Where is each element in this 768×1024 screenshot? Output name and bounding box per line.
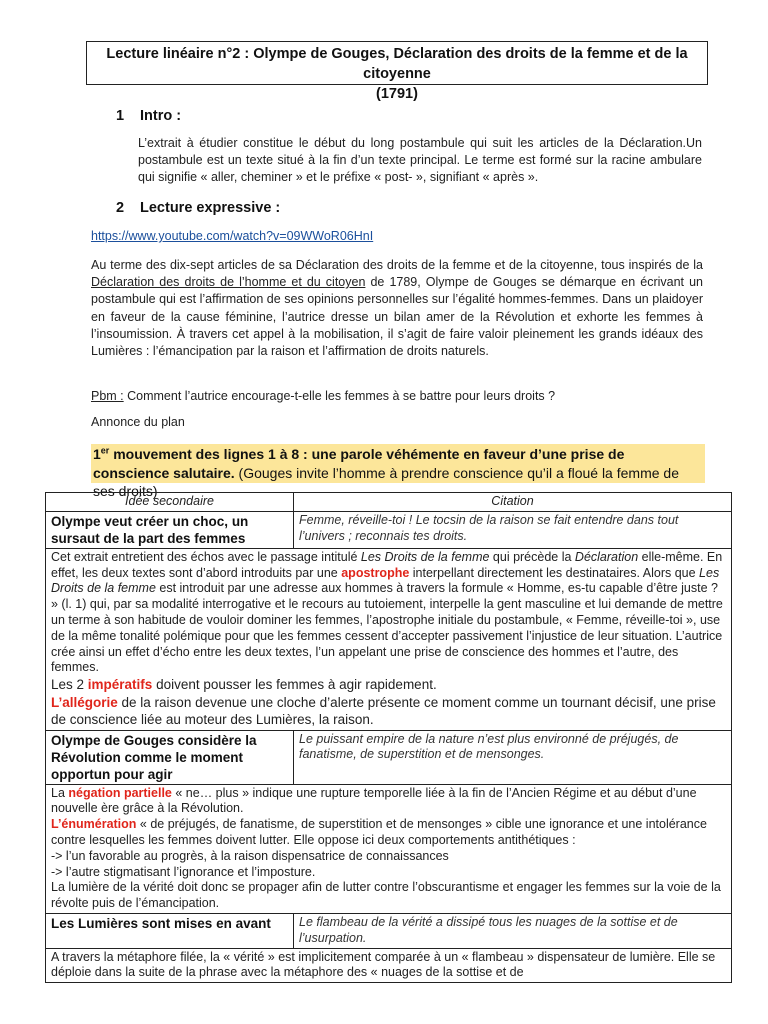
- context-part-1: Au terme des dix-sept articles de sa Déclaration des droits de la femme et de la citoyenne, tous inspirés de la: [91, 258, 703, 272]
- analysis-1-text: de la raison devenue une cloche d’alerte présente ce moment comme un tournant décisif, une prise de conscience liée au moteur des Lumières, la raison.: [51, 694, 716, 728]
- movement-superscript: er: [100, 445, 110, 456]
- header-idea: Idée secondaire: [46, 493, 294, 512]
- context-paragraph: [91, 257, 703, 360]
- title-box: [86, 41, 708, 102]
- analysis-2-item: -> l’un favorable au progrès, à la raison dispensatrice de connaissances: [51, 848, 449, 863]
- analysis-cell-3: A travers la métaphore filée, la « vérité » est implicitement comparée à un « flambeau » dispensateur de lumière. Elle se déploie dans la suite de la phrase avec la métaphore des « nuages de la sottise et de: [46, 948, 732, 983]
- analysis-2-negation: [51, 786, 726, 818]
- problem-text: Comment l’autrice encourage-t-elle les femmes à se battre pour leurs droits ?: [123, 389, 556, 403]
- analysis-2-text: « de préjugés, de fanatisme, de superstition et de mensonges » cible une ignorance et une intolérance contre lesquelles les femmes doivent lutter. Elle oppose ici deux comportements antithétiques :: [51, 817, 707, 848]
- analysis-2-highlight: L’énumération: [51, 817, 137, 832]
- table-header-row: [46, 493, 732, 512]
- analysis-cell-2: [46, 784, 732, 913]
- analysis-2-text: La: [51, 785, 69, 800]
- table-row: [46, 784, 732, 913]
- lecture-heading: [116, 200, 280, 216]
- analysis-2-text: « ne… plus » indique une rupture temporelle liée à la fin de l’Ancien Régime et au début d’une nouvelle ère grâce à la Révolution.: [51, 785, 697, 816]
- analysis-2-item: -> l’autre stigmatisant l’ignorance et l’imposture.: [51, 864, 316, 879]
- analysis-1-text: Les 2: [51, 677, 88, 693]
- intro-number: 1: [116, 108, 125, 124]
- movement-number: 1: [93, 446, 101, 462]
- idea-cell-1: Olympe veut créer un choc, un sursaut de la part des femmes: [46, 511, 294, 548]
- title-line-1: Lecture linéaire n°2 : Olympe de Gouges, Déclaration des droits de la femme et de la citoyenne: [106, 46, 688, 82]
- citation-cell-2: Le puissant empire de la nature n’est plus environné de préjugés, de fanatisme, de superstition et de mensonges.: [294, 730, 732, 784]
- analysis-1-paragraph: [51, 550, 726, 676]
- table-row: [46, 948, 732, 983]
- movement-subtitle: (Gouges invite l’homme à prendre conscience qu’il a floué la femme de ses droits): [93, 464, 679, 499]
- analysis-1-highlight: L’allégorie: [51, 694, 118, 710]
- analysis-1-italic: Les Droits de la femme: [51, 565, 720, 596]
- analysis-2-highlight: négation partielle: [68, 785, 172, 800]
- plan-announcement: Annonce du plan: [91, 415, 185, 429]
- analysis-cell-1: [46, 548, 732, 730]
- title-line-2: (1791): [376, 86, 418, 102]
- analysis-1-italic: Déclaration: [574, 549, 639, 564]
- lecture-heading-text: Lecture expressive :: [140, 200, 281, 216]
- youtube-link[interactable]: https://www.youtube.com/watch?v=09WWoR06HnI: [91, 229, 374, 243]
- lecture-number: 2: [116, 200, 125, 216]
- idea-cell-3: Les Lumières sont mises en avant: [46, 914, 294, 949]
- analysis-1-text: est introduit par une adresse aux hommes à travers la formule « Homme, es-tu capable d’être juste ? » (l. 1) qui, par sa modalité interrogative et le recours au tutoiement, interpelle la gent masculine et lui demande de mettre un terme à son habitude de vouloir dominer les femmes, l’apostrophe initiale du postambule, « Femme, réveille-toi », use de la même tonalité polémique pour que les femmes cessent d’accepter passivement l’injustice de leur situation. L’autrice crée ainsi un effet d’écho entre les deux textes, l’un appelant une prise de conscience des hommes et l’autre, des femmes.: [51, 581, 723, 675]
- problem-line: [91, 389, 555, 403]
- context-part-2: de 1789, Olympe de Gouges se démarque en écrivant un postambule qui est l’affirmation de ses opinions personnelles sur l’égalité hommes-femmes. Dans un plaidoyer en faveur de la cause féminine, l’autrice dresse un bilan amer de la Révolution et exhorte les femmes à l’insoumission. À travers cet appel à la mobilisation, il s’agit de faire valoir pleinement les grands idéaux des Lumières : l’émancipation par la raison et l’affirmation de droits naturels.: [91, 275, 703, 359]
- citation-cell-1: Femme, réveille-toi ! Le tocsin de la raison se fait entendre dans tout l’univers ; reconnais tes droits.: [294, 511, 732, 548]
- context-declaration-title: Déclaration des droits de l’homme et du citoyen: [91, 275, 366, 290]
- analysis-1-text: interpellant directement les destinataires. Alors que: [409, 565, 700, 580]
- analysis-1-highlight: impératifs: [87, 677, 153, 693]
- analysis-1-italic: Les Droits de la femme: [360, 549, 490, 564]
- table-row: [46, 548, 732, 730]
- citation-cell-3: Le flambeau de la vérité a dissipé tous les nuages de la sottise et de l’usurpation.: [294, 914, 732, 949]
- movement-heading: [91, 444, 705, 499]
- analysis-1-text: Cet extrait entretient des échos avec le passage intitulé: [51, 549, 361, 564]
- idea-cell-2: Olympe de Gouges considère la Révolution comme le moment opportun pour agir: [46, 730, 294, 784]
- analysis-1-text: elle-même. En effet, les deux textes sont d’abord introduits par une: [51, 549, 723, 580]
- analysis-1-text: doivent pousser les femmes à agir rapidement.: [152, 677, 437, 693]
- table-row: [46, 511, 732, 548]
- analysis-1-text: qui précède la: [489, 549, 575, 564]
- header-citation: Citation: [294, 493, 732, 512]
- analysis-2-enumeration: [51, 817, 726, 849]
- analysis-table: [45, 492, 732, 983]
- intro-text: L’extrait à étudier constitue le début du long postambule qui suit les articles de la Déclaration.Un postambule est un texte situé à la fin d’un texte principal. Le terme est formé sur la racine ambulare qui signifie « aller, cheminer » et le préfixe « post- », signifiant « après ».: [138, 136, 702, 185]
- table-row: [46, 914, 732, 949]
- analysis-1-imperatives: [51, 676, 726, 694]
- analysis-2-conclusion: La lumière de la vérité doit donc se propager afin de lutter contre l’obscurantisme et engager les femmes sur la voie de la révolte puis de l’émancipation.: [51, 880, 721, 911]
- analysis-1-highlight: apostrophe: [341, 565, 410, 580]
- problem-label: Pbm :: [91, 389, 124, 403]
- analysis-1-allegory: [51, 694, 726, 729]
- movement-title: mouvement des lignes 1 à 8 : une parole véhémente en faveur d’une prise de conscience salutaire.: [93, 446, 625, 481]
- intro-heading-text: Intro :: [140, 108, 182, 124]
- intro-heading: [116, 108, 181, 124]
- table-row: [46, 730, 732, 784]
